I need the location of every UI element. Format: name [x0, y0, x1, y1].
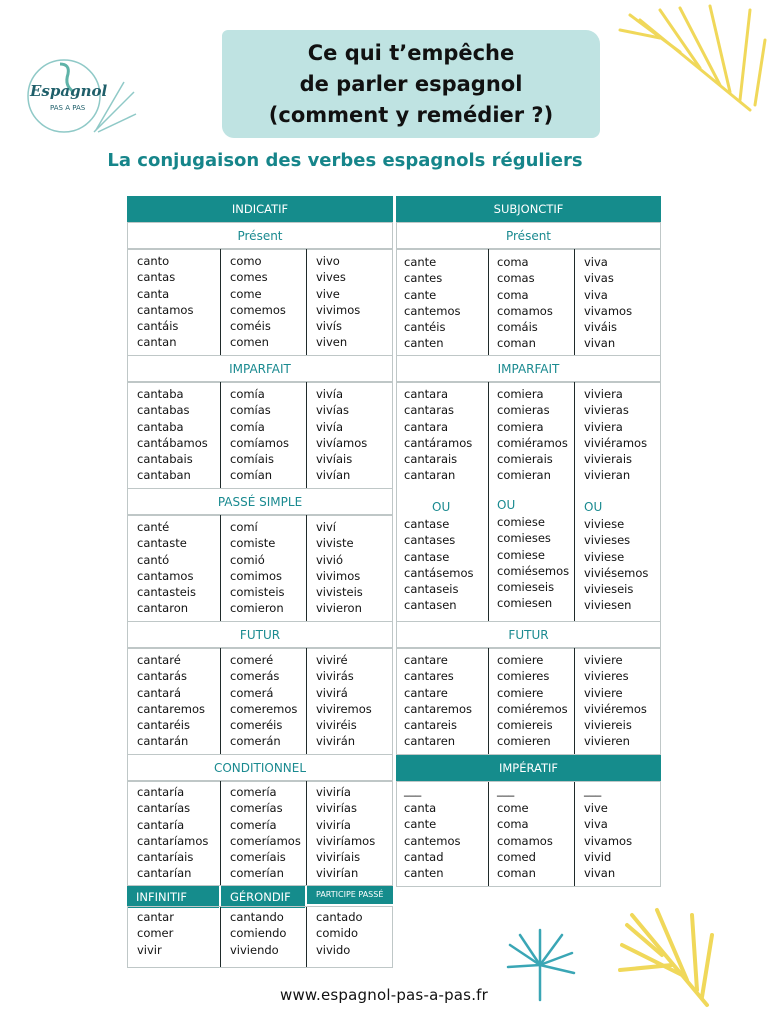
indicatif-header: INDICATIF — [127, 196, 393, 222]
subjonctif-imparfait-er2: comiese comieses comiese comiésemos comieseis comiesen — [497, 515, 570, 611]
indicatif-imparfait-ir: vivía vivías vivía vivíamos vivíais vivían — [316, 387, 368, 483]
imperatif-dash-er: ___ — [497, 783, 515, 797]
palm-leaf-yellow-icon — [600, 0, 768, 120]
indicatif-conditionnel-er: comería comerías comería comeríamos comeríais comerían — [230, 785, 301, 881]
page-title — [222, 38, 600, 131]
imperatif-er: come coma comamos comed coman — [497, 801, 553, 881]
infinitif-values: cantar comer vivir — [137, 910, 174, 957]
subjonctif-present-ar: cante cantes cante cantemos cantéis canten — [404, 255, 461, 351]
indicatif-conditionnel-label: CONDITIONNEL — [127, 754, 393, 782]
logo — [24, 52, 140, 144]
subjonctif-present-er: coma comas coma comamos comáis coman — [497, 255, 553, 351]
imperatif-header: IMPÉRATIF — [396, 755, 661, 781]
indicatif-imparfait-label: IMPARFAIT — [127, 355, 393, 383]
infinitif-header: INFINITIF — [127, 886, 219, 908]
indicatif-conditionnel-ir: viviría vivirías viviría viviríamos viviríais vivirían — [316, 785, 376, 881]
indicatif-imparfait-er: comía comías comía comíamos comíais comían — [230, 387, 290, 483]
indicatif-present-label: Présent — [127, 222, 393, 250]
indicatif-conditionnel-ar: cantaría cantarías cantaría cantaríamos cantaríais cantarían — [137, 785, 209, 881]
subjonctif-present-ir: viva vivas viva vivamos viváis vivan — [584, 255, 633, 351]
gerondif-values: cantando comiendo viviendo — [230, 910, 287, 957]
title-line-1: Ce qui t’empêche — [307, 41, 515, 65]
title-line-2: de parler espagnol — [299, 72, 523, 96]
ou-label-ir: OU — [584, 500, 603, 514]
gerondif-header: GÉRONDIF — [221, 886, 305, 908]
subjonctif-futur-ar: cantare cantares cantare cantaremos cantareis cantaren — [404, 653, 472, 749]
imperatif-ar: canta cante cantemos cantad canten — [404, 801, 461, 881]
subjonctif-imparfait-er: comiera comieras comiera comiéramos comierais comieran — [497, 387, 568, 483]
title-line-3: (comment y remédier ?) — [268, 103, 554, 127]
subjonctif-present-label: Présent — [396, 222, 661, 250]
indicatif-futur-ar: cantaré cantarás cantará cantaremos cantaréis cantarán — [137, 653, 205, 749]
logo-text: Espagnol — [30, 82, 108, 100]
imperatif-ir: vive viva vivamos vivid vivan — [584, 801, 633, 881]
imperatif-dash-ar: ___ — [404, 783, 422, 797]
subjonctif-imparfait-label: IMPARFAIT — [396, 355, 661, 383]
ou-label-ar: OU — [432, 500, 451, 514]
indicatif-passe-simple-er: comí comiste comió comimos comisteis comieron — [230, 520, 285, 616]
indicatif-passe-simple-label: PASSÉ SIMPLE — [127, 488, 393, 516]
indicatif-futur-ir: viviré vivirás vivirá viviremos viviréis vivirán — [316, 653, 372, 749]
subtitle: La conjugaison des verbes espagnols réguliers — [107, 150, 583, 171]
indicatif-futur-label: FUTUR — [127, 621, 393, 649]
indicatif-passe-simple-ir: viví viviste vivió vivimos vivisteis vivieron — [316, 520, 363, 616]
indicatif-present-ar: canto cantas canta cantamos cantáis cantan — [137, 254, 194, 350]
indicatif-futur-er: comeré comerás comerá comeremos comeréis comerán — [230, 653, 298, 749]
subjonctif-imparfait-ar: cantara cantaras cantara cantáramos cantarais cantaran — [404, 387, 473, 483]
subjonctif-imparfait-ir2: viviese vivieses viviese viviésemos vivieseis viviesen — [584, 517, 649, 613]
subjonctif-futur-er: comiere comieres comiere comiéremos comiereis comieren — [497, 653, 568, 749]
subjonctif-futur-ir: viviere vivieres viviere viviéremos viviereis vivieren — [584, 653, 647, 749]
participe-values: cantado comido vivido — [316, 910, 363, 957]
ou-label-er: OU — [497, 498, 516, 512]
subjonctif-header: SUBJONCTIF — [396, 196, 661, 222]
logo-subtext: PAS A PAS — [50, 104, 86, 112]
website-url[interactable]: www.espagnol-pas-a-pas.fr — [279, 986, 489, 1004]
participe-header: PARTICIPE PASSÉ — [307, 886, 393, 904]
indicatif-passe-simple-ar: canté cantaste cantó cantamos cantasteis cantaron — [137, 520, 196, 616]
subjonctif-imparfait-ar2: cantase cantases cantase cantásemos cantaseis cantasen — [404, 517, 474, 613]
indicatif-imparfait-ar: cantaba cantabas cantaba cantábamos cantabais cantaban — [137, 387, 208, 483]
indicatif-present-ir: vivo vives vive vivimos vivís viven — [316, 254, 361, 350]
subjonctif-imparfait-ir: viviera vivieras viviera viviéramos vivierais vivieran — [584, 387, 648, 483]
indicatif-present-er: como comes come comemos coméis comen — [230, 254, 286, 350]
subjonctif-futur-label: FUTUR — [396, 621, 661, 649]
imperatif-dash-ir: ___ — [584, 783, 602, 797]
